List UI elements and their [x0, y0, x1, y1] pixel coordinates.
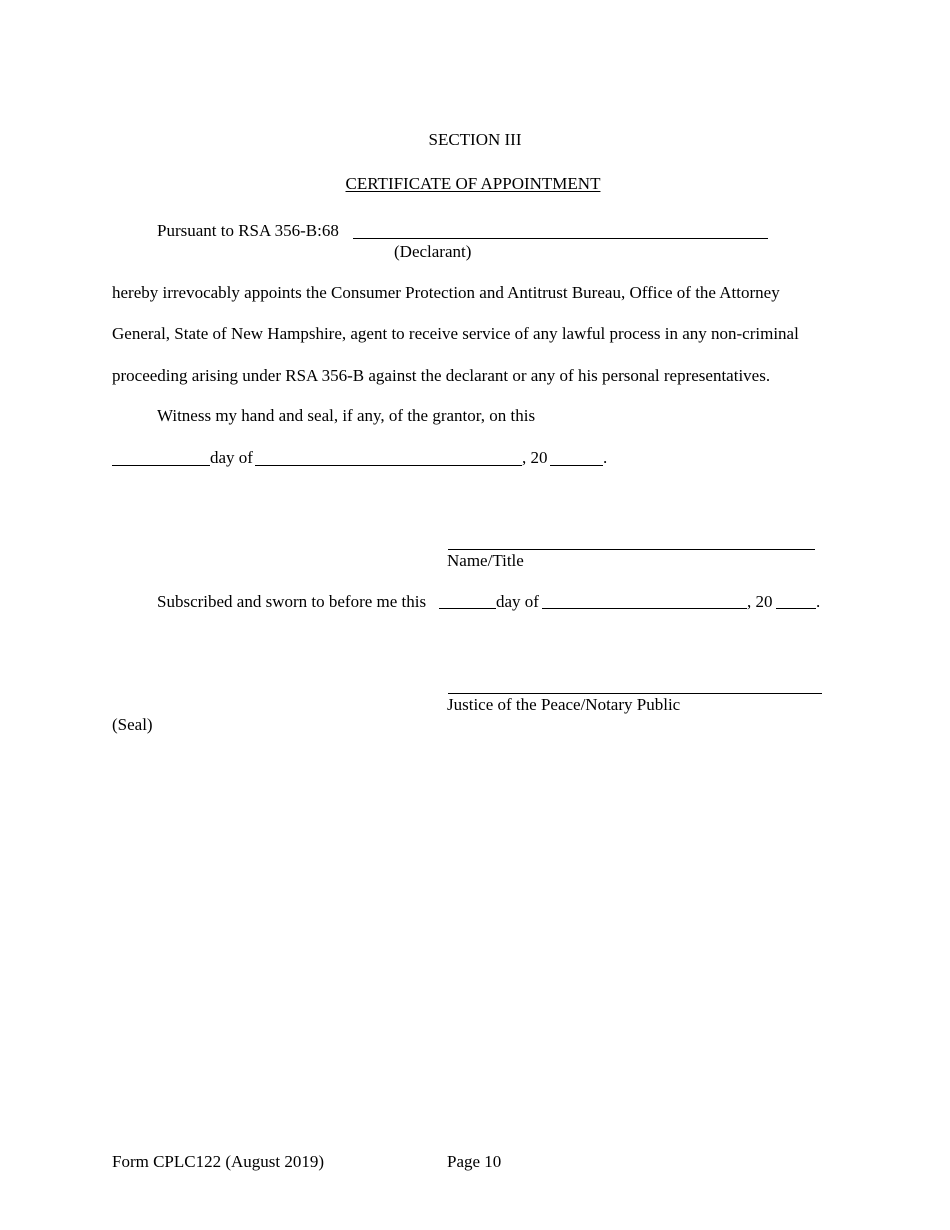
witness-period: .: [603, 448, 608, 467]
footer-page-number: Page 10: [447, 1152, 502, 1171]
witness-month-blank[interactable]: [255, 465, 522, 466]
footer-form-id: Form CPLC122 (August 2019): [112, 1152, 325, 1171]
notary-signature-line[interactable]: [448, 693, 822, 694]
declarant-blank-line[interactable]: [353, 238, 768, 239]
witness-text: Witness my hand and seal, if any, of the grantor, on this: [157, 406, 536, 425]
sworn-period: .: [816, 592, 821, 611]
sworn-month-blank[interactable]: [542, 608, 747, 609]
sworn-day-of: day of: [496, 592, 539, 611]
section-heading: SECTION III: [428, 130, 522, 149]
sworn-lead: Subscribed and sworn to before me this: [157, 592, 427, 611]
body-line-3: proceeding arising under RSA 356-B against the declarant or any of his personal representatives.: [112, 366, 771, 385]
notary-label: Justice of the Peace/Notary Public: [447, 695, 681, 714]
witness-day-of: day of: [210, 448, 253, 467]
witness-year-prefix: , 20: [522, 448, 548, 467]
seal-label: (Seal): [112, 715, 153, 734]
name-title-label: Name/Title: [447, 551, 524, 570]
name-title-signature-line[interactable]: [448, 549, 815, 550]
body-line-2: General, State of New Hampshire, agent to receive service of any lawful process in any non-criminal: [112, 324, 799, 343]
sworn-day-blank[interactable]: [439, 608, 496, 609]
declarant-label: (Declarant): [394, 242, 472, 261]
document-title: [0, 174, 946, 194]
body-line-1: hereby irrevocably appoints the Consumer Protection and Antitrust Bureau, Office of the Attorney: [112, 283, 780, 302]
witness-day-blank[interactable]: [112, 465, 210, 466]
sworn-year-prefix: , 20: [747, 592, 773, 611]
document-title-text: CERTIFICATE OF APPOINTMENT: [345, 174, 601, 193]
sworn-year-blank[interactable]: [776, 608, 816, 609]
witness-year-blank[interactable]: [550, 465, 603, 466]
pursuant-lead: Pursuant to RSA 356-B:68: [157, 221, 339, 240]
